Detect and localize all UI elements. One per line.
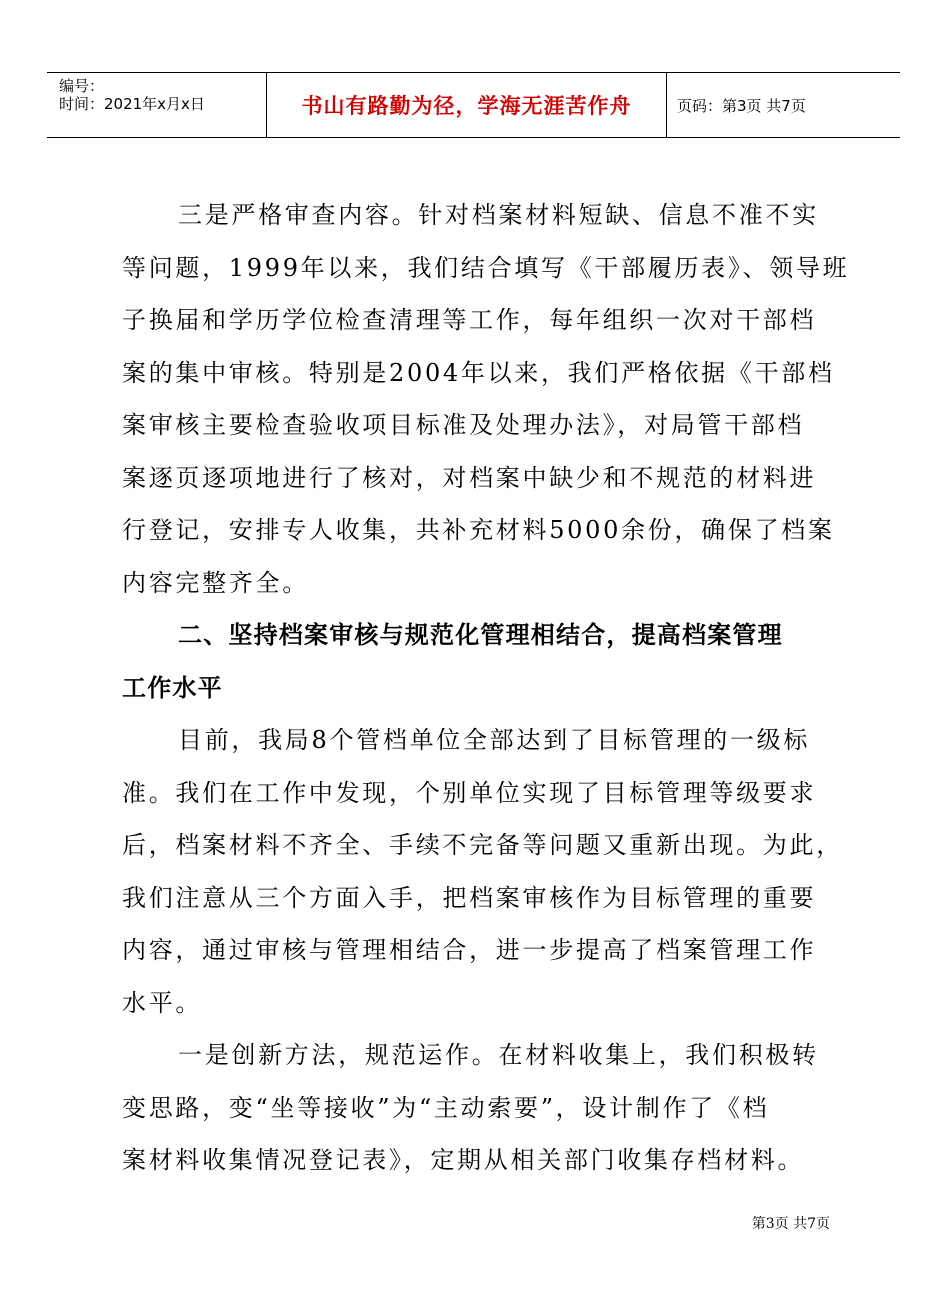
body-line: 等问题，1999年以来，我们结合填写《干部履历表》、领导班 <box>122 253 850 282</box>
body-line: 内容完整齐全。 <box>122 568 309 597</box>
body-line: 三是严格审查内容。针对档案材料短缺、信息不准不实 <box>178 201 819 229</box>
body-line: 案材料收集情况登记表》，定期从相关部门收集存档材料。 <box>122 1146 805 1174</box>
time-label: 时间：2021年x月x日 <box>59 95 205 113</box>
body-line: 水平。 <box>122 988 203 1017</box>
body-line: 目前，我局8个管档单位全部达到了目标管理的一级标 <box>178 726 811 754</box>
body-line: 内容，通过审核与管理相结合，进一步提高了档案管理工作 <box>122 936 817 964</box>
body-line: 变思路，变“坐等接收”为“主动索要”，设计制作了《档 <box>122 1093 770 1122</box>
number-label: 编号： <box>59 77 105 95</box>
page-footer: 第3页 共7页 <box>751 1216 830 1232</box>
body-line: 准。我们在工作中发现，个别单位实现了目标管理等级要求 <box>122 778 817 807</box>
body-line: 案逐页逐项地进行了核对，对档案中缺少和不规范的材料进 <box>122 463 817 492</box>
body-line: 后，档案材料不齐全、手续不完备等问题又重新出现。为此， <box>122 831 843 859</box>
body-line: 子换届和学历学位检查清理等工作，每年组织一次对干部档 <box>122 306 817 334</box>
header-motto: 书山有路勤为径，学海无涯苦作舟 <box>267 73 667 137</box>
body-line: 我们注意从三个方面入手，把档案审核作为目标管理的重要 <box>122 883 817 912</box>
body-line: 一是创新方法，规范运作。在材料收集上，我们积极转 <box>178 1041 819 1069</box>
page-header <box>47 72 900 138</box>
section-heading-cont: 工作水平 <box>122 673 223 702</box>
header-page-label: 页码：第3页 共7页 <box>677 96 806 115</box>
document-body <box>122 189 850 1187</box>
body-line: 案审核主要检查验收项目标准及处理办法》，对局管干部档 <box>122 411 805 439</box>
body-line: 行登记，安排专人收集，共补充材料5000余份，确保了档案 <box>122 516 835 544</box>
body-line: 案的集中审核。特别是2004年以来，我们严格依据《干部档 <box>122 358 835 387</box>
section-heading: 二、坚持档案审核与规范化管理相结合，提高档案管理 <box>178 621 783 649</box>
header-meta <box>47 73 267 137</box>
